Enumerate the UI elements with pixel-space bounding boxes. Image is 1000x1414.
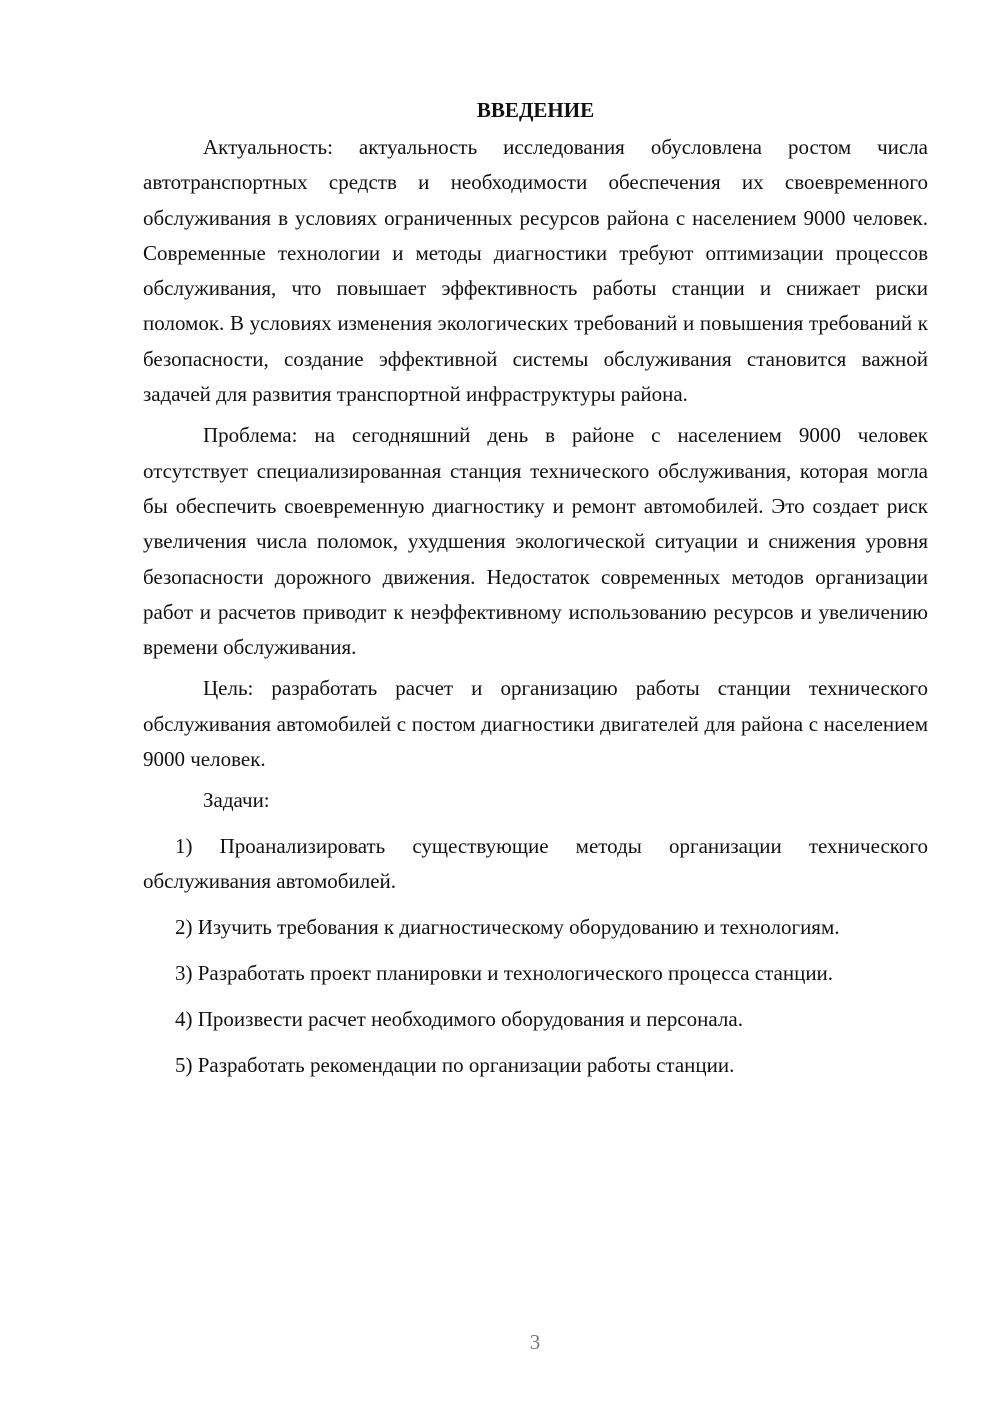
paragraph-problem: Проблема: на сегодняшний день в районе с населением 9000 человек отсутствует специализированная станция технического обслуживания, которая могла бы обеспечить своевременную диагностику и ремонт автомобилей. Это создает риск увеличения числа поломок, ухудшения экологической ситуации и снижения уровня безопасности дорожного движения. Недостаток современных методов организации работ и расчетов приводит к неэффективному использованию ресурсов и увеличению времени обслуживания. (143, 423, 928, 660)
page-number: 3 (529, 1330, 541, 1354)
paragraph-relevance: Актуальность: актуальность исследования обусловлена ростом числа автотранспортных средств и необходимости обеспечения их своевременного обслуживания в условиях ограниченных ресурсов района с населением 9000 человек. Современные технологии и методы диагностики требуют оптимизации процессов обслуживания, что повышает эффективность работы станции и снижает риски поломок. В условиях изменения экологических требований и повышения требований к безопасности, создание эффективной системы обслуживания становится важной задачей для развития транспортной инфраструктуры района. (143, 135, 928, 407)
section-title: ВВЕДЕНИЕ (476, 98, 595, 122)
tasks-heading: Задачи: (203, 788, 270, 813)
task-item-3: 3) Разработать проект планировки и технологического процесса станции. (175, 960, 834, 985)
task-item-1: 1) Проанализировать существующие методы организации технического обслуживания автомобилей. (143, 833, 928, 893)
task-item-5: 5) Разработать рекомендации по организации работы станции. (175, 1052, 735, 1077)
task-item-2: 2) Изучить требования к диагностическому оборудованию и технологиям. (175, 914, 840, 939)
task-item-4: 4) Произвести расчет необходимого оборудования и персонала. (175, 1006, 743, 1031)
document-page (143, 92, 928, 1094)
paragraph-goal: Цель: разработать расчет и организацию работы станции технического обслуживания автомобилей с постом диагностики двигателей для района с населением 9000 человек. (143, 676, 928, 772)
